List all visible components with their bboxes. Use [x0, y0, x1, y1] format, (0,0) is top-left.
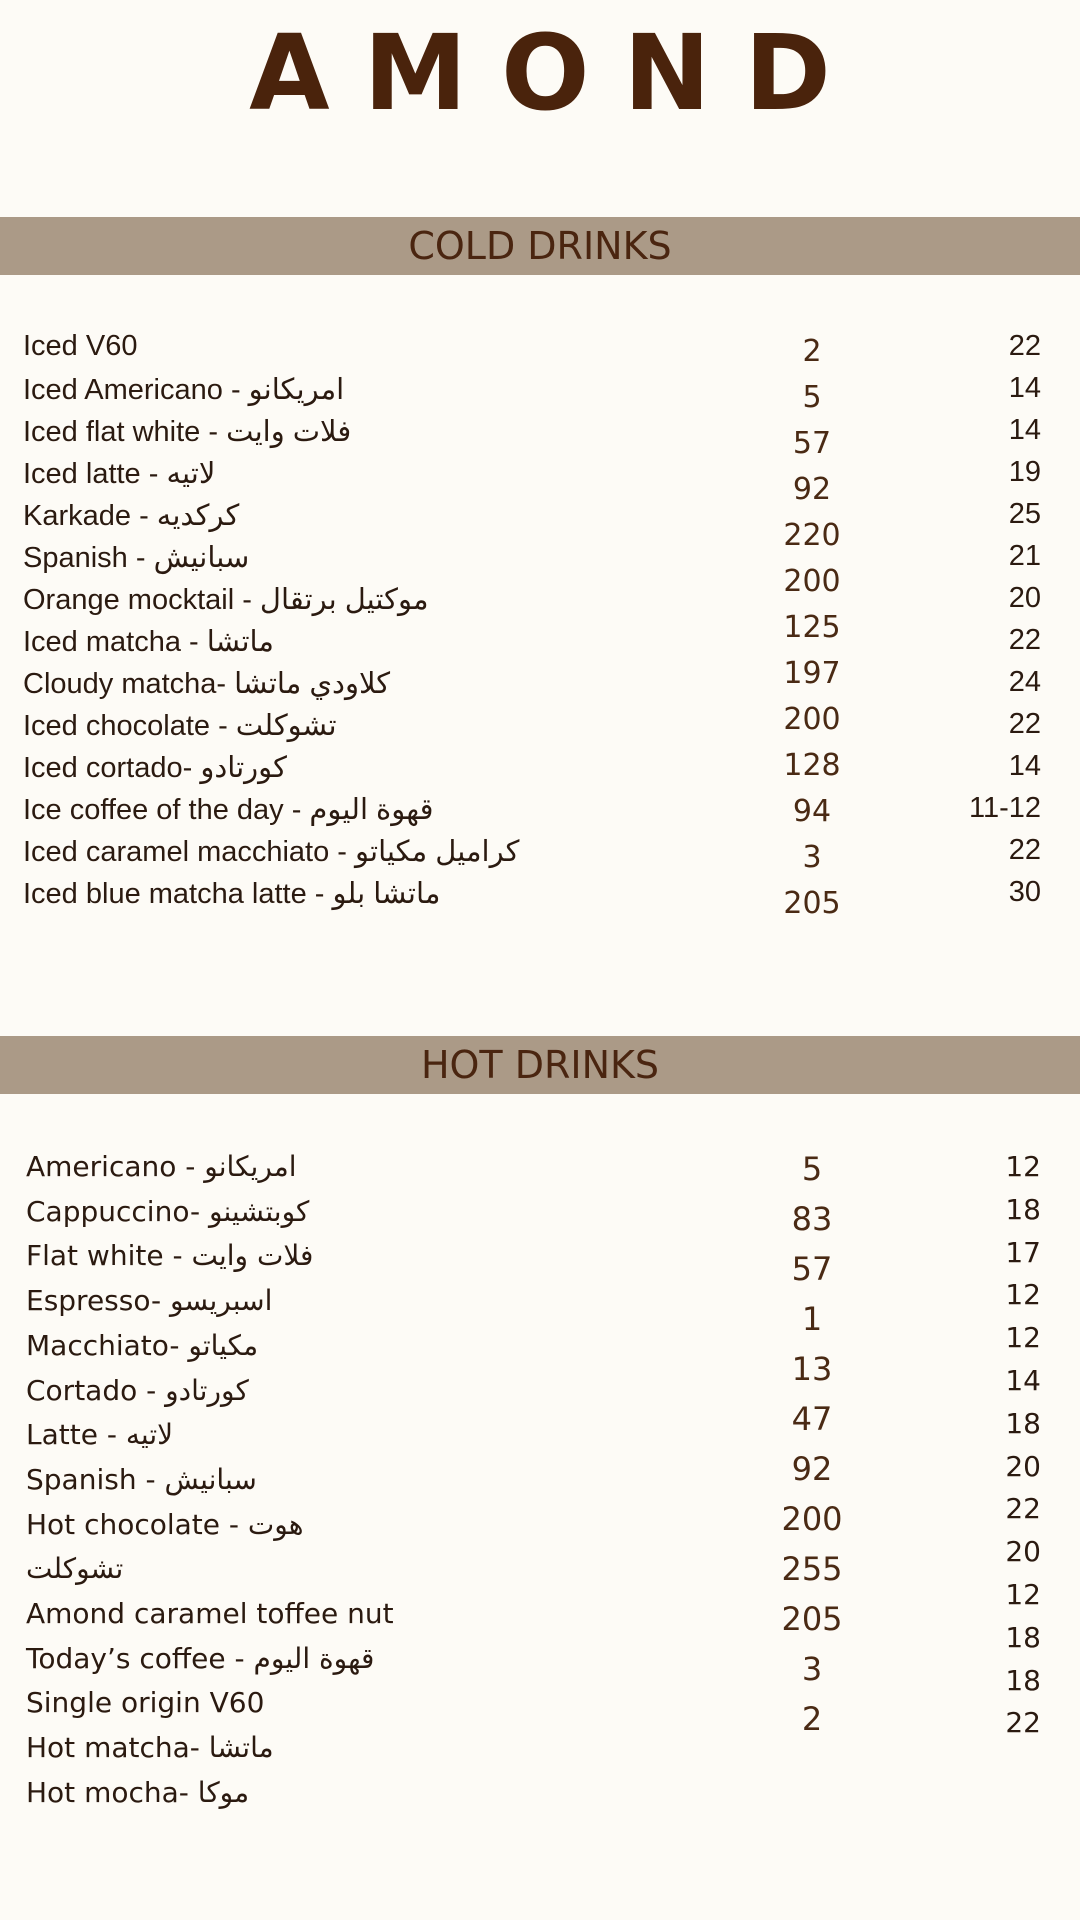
menu-item-name: Hot mocha- موكا — [26, 1775, 250, 1809]
menu-item-number: 5 — [801, 1150, 823, 1188]
menu-item-name: Ice coffee of the day - قهوة اليوم — [23, 794, 434, 826]
menu-item-price: 22 — [1008, 330, 1041, 362]
menu-item-name: Spanish - سبانيش — [23, 542, 250, 574]
menu-item-price: 18 — [1005, 1406, 1041, 1440]
menu-item-price: 20 — [1005, 1535, 1041, 1569]
section-header-cold: COLD DRINKS — [0, 217, 1080, 275]
menu-item-price: 18 — [1005, 1192, 1041, 1226]
menu-item-name: Macchiato- مكياتو — [26, 1328, 259, 1362]
menu-item-name: Cappuccino- كوبتشينو — [26, 1194, 310, 1228]
menu-item-name: Amond caramel toffee nut — [26, 1597, 394, 1630]
menu-item-price: 11-12 — [968, 792, 1041, 824]
menu-item-number: 205 — [781, 1600, 843, 1638]
menu-item-name: Iced V60 — [23, 330, 138, 362]
menu-item-price: 17 — [1005, 1235, 1041, 1269]
menu-item-name: Iced Americano - امريكانو — [23, 374, 345, 406]
menu-item-price: 22 — [1005, 1492, 1041, 1526]
menu-item-price: 20 — [1005, 1449, 1041, 1483]
menu-item-name: Iced caramel macchiato - كراميل مكياتو — [23, 836, 520, 868]
menu-item-price: 19 — [1008, 456, 1041, 488]
menu-item-name: Iced blue matcha latte - ماتشا بلو — [23, 878, 441, 910]
menu-item-number: 92 — [792, 472, 832, 507]
menu-item-price: 22 — [1008, 708, 1041, 740]
menu-item-price: 18 — [1005, 1620, 1041, 1654]
menu-item-price: 22 — [1008, 834, 1041, 866]
menu-item-price: 21 — [1008, 540, 1041, 572]
menu-item-price: 22 — [1008, 624, 1041, 656]
menu-item-price: 12 — [1005, 1578, 1041, 1611]
menu-item-price: 25 — [1008, 498, 1041, 530]
menu-item-number: 220 — [783, 518, 841, 553]
menu-item-name: Americano - امريكانو — [26, 1150, 297, 1183]
menu-item-number: 3 — [801, 1650, 823, 1688]
menu-item-number: 2 — [801, 1700, 823, 1738]
menu-item-name: Cloudy matcha- كلاودي ماتشا — [23, 668, 391, 700]
menu-item-price: 30 — [1008, 876, 1041, 908]
menu-item-number: 47 — [791, 1400, 833, 1438]
menu-item-number: 5 — [802, 380, 822, 415]
menu-item-name: Espresso- اسبريسو — [26, 1284, 273, 1318]
menu-item-name: Hot chocolate - هوت — [26, 1507, 304, 1541]
menu-item-name: Karkade - كركديه — [23, 500, 240, 532]
menu-item-number: 128 — [783, 748, 841, 783]
brand-logo: AMOND — [249, 12, 865, 134]
menu-item-price: 14 — [1008, 750, 1041, 782]
menu-item-name: Flat white - فلات وايت — [26, 1239, 314, 1273]
menu-item-price: 24 — [1008, 666, 1041, 698]
menu-item-name: Today’s coffee - قهوة اليوم — [26, 1641, 375, 1675]
menu-item-name: Iced cortado- كورتادو — [23, 752, 287, 784]
menu-item-price: 22 — [1005, 1706, 1041, 1740]
menu-item-name: Iced matcha - ماتشا — [23, 626, 274, 658]
menu-item-price: 14 — [1008, 414, 1041, 446]
menu-item-number: 83 — [791, 1200, 833, 1238]
menu-item-number: 92 — [791, 1450, 833, 1488]
menu-item-number: 13 — [791, 1350, 833, 1388]
menu-item-name: Orange mocktail - موكتيل برتقال — [23, 584, 429, 616]
menu-item-number: 205 — [783, 886, 841, 921]
menu-item-name: Iced chocolate - تشوكلت — [23, 710, 337, 742]
menu-item-number: 2 — [802, 334, 822, 369]
menu-item-number: 200 — [783, 702, 841, 737]
menu-item-name: Single origin V60 — [26, 1686, 265, 1720]
menu-item-number: 125 — [783, 610, 841, 645]
menu-item-name: تشوكلت — [26, 1552, 124, 1586]
section-header-hot: HOT DRINKS — [0, 1036, 1080, 1094]
menu-item-name: Latte - لاتيه — [26, 1418, 174, 1452]
menu-item-number: 1 — [801, 1300, 823, 1338]
menu-item-price: 12 — [1005, 1278, 1041, 1312]
menu-item-number: 57 — [791, 1250, 833, 1288]
menu-item-name: Spanish - سبانيش — [26, 1462, 257, 1496]
menu-item-number: 197 — [783, 656, 841, 691]
menu-item-price: 14 — [1005, 1364, 1041, 1397]
menu-item-name: Hot matcha- ماتشا — [26, 1731, 274, 1765]
menu-item-price: 20 — [1008, 582, 1041, 614]
menu-item-name: Iced flat white - فلات وايت — [23, 416, 352, 448]
menu-item-number: 255 — [781, 1550, 843, 1588]
menu-item-price: 12 — [1005, 1150, 1041, 1183]
menu-item-name: Iced latte - لاتيه — [23, 458, 216, 490]
menu-item-number: 94 — [792, 794, 832, 829]
menu-item-price: 14 — [1008, 372, 1041, 404]
menu-item-number: 200 — [781, 1500, 843, 1538]
menu-item-name: Cortado - كورتادو — [26, 1373, 249, 1407]
menu-item-price: 12 — [1005, 1321, 1041, 1355]
menu-item-price: 18 — [1005, 1663, 1041, 1697]
menu-item-number: 57 — [792, 426, 832, 461]
menu-item-number: 3 — [802, 840, 822, 875]
menu-item-number: 200 — [783, 564, 841, 599]
